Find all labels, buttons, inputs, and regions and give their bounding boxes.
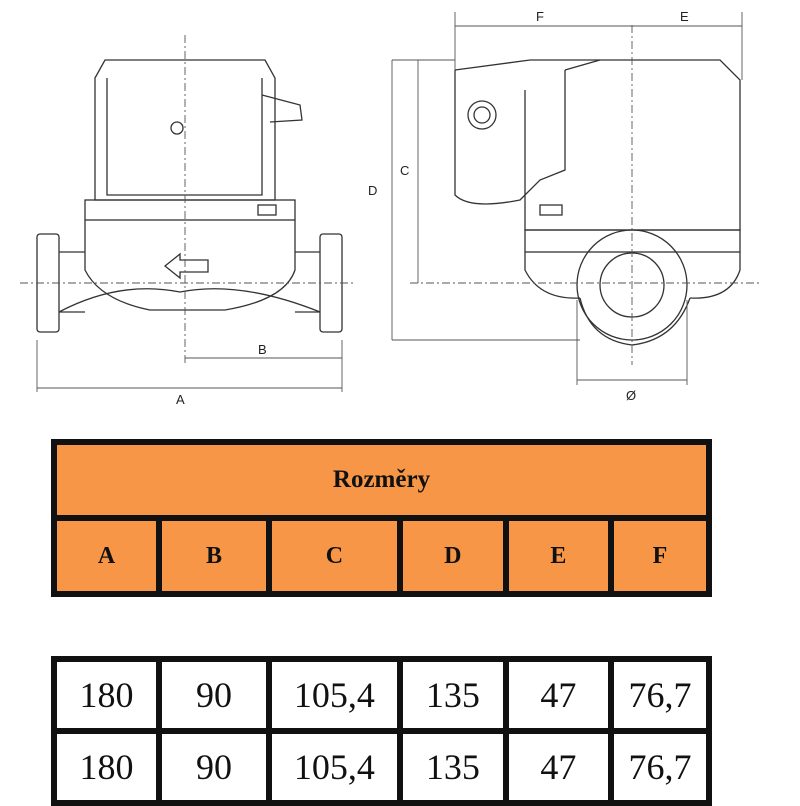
column-header-f: F [614, 521, 706, 591]
column-header-e: E [509, 521, 608, 591]
cell-c: 105,4 [272, 662, 397, 728]
dim-label-e: E [680, 9, 689, 24]
cell-a: 180 [57, 734, 156, 800]
dim-label-f: F [536, 9, 544, 24]
dim-label-a: A [176, 392, 185, 407]
dim-label-diameter: Ø [626, 388, 637, 403]
column-header-b: B [162, 521, 266, 591]
column-header-a: A [57, 521, 156, 591]
table-row [57, 662, 706, 728]
cell-a: 180 [57, 662, 156, 728]
dim-label-d: D [368, 183, 378, 198]
cell-f: 76,7 [614, 734, 706, 800]
dimensions-header-table [51, 439, 712, 597]
table-title: Rozměry [57, 445, 706, 515]
cell-f: 76,7 [614, 662, 706, 728]
column-header-c: C [272, 521, 397, 591]
cell-c: 105,4 [272, 734, 397, 800]
cell-e: 47 [509, 734, 608, 800]
table-row [57, 734, 706, 800]
dim-label-b: B [258, 342, 267, 357]
pump-side-view [455, 60, 740, 345]
pump-front-view [37, 60, 342, 332]
cell-b: 90 [162, 734, 266, 800]
cell-b: 90 [162, 662, 266, 728]
dimension-lines [20, 12, 760, 392]
cell-d: 135 [403, 662, 503, 728]
dimensions-values-table [51, 656, 712, 806]
column-header-d: D [403, 521, 503, 591]
cell-e: 47 [509, 662, 608, 728]
cell-d: 135 [403, 734, 503, 800]
dim-label-c: C [400, 163, 410, 178]
column-header-row [57, 521, 706, 591]
